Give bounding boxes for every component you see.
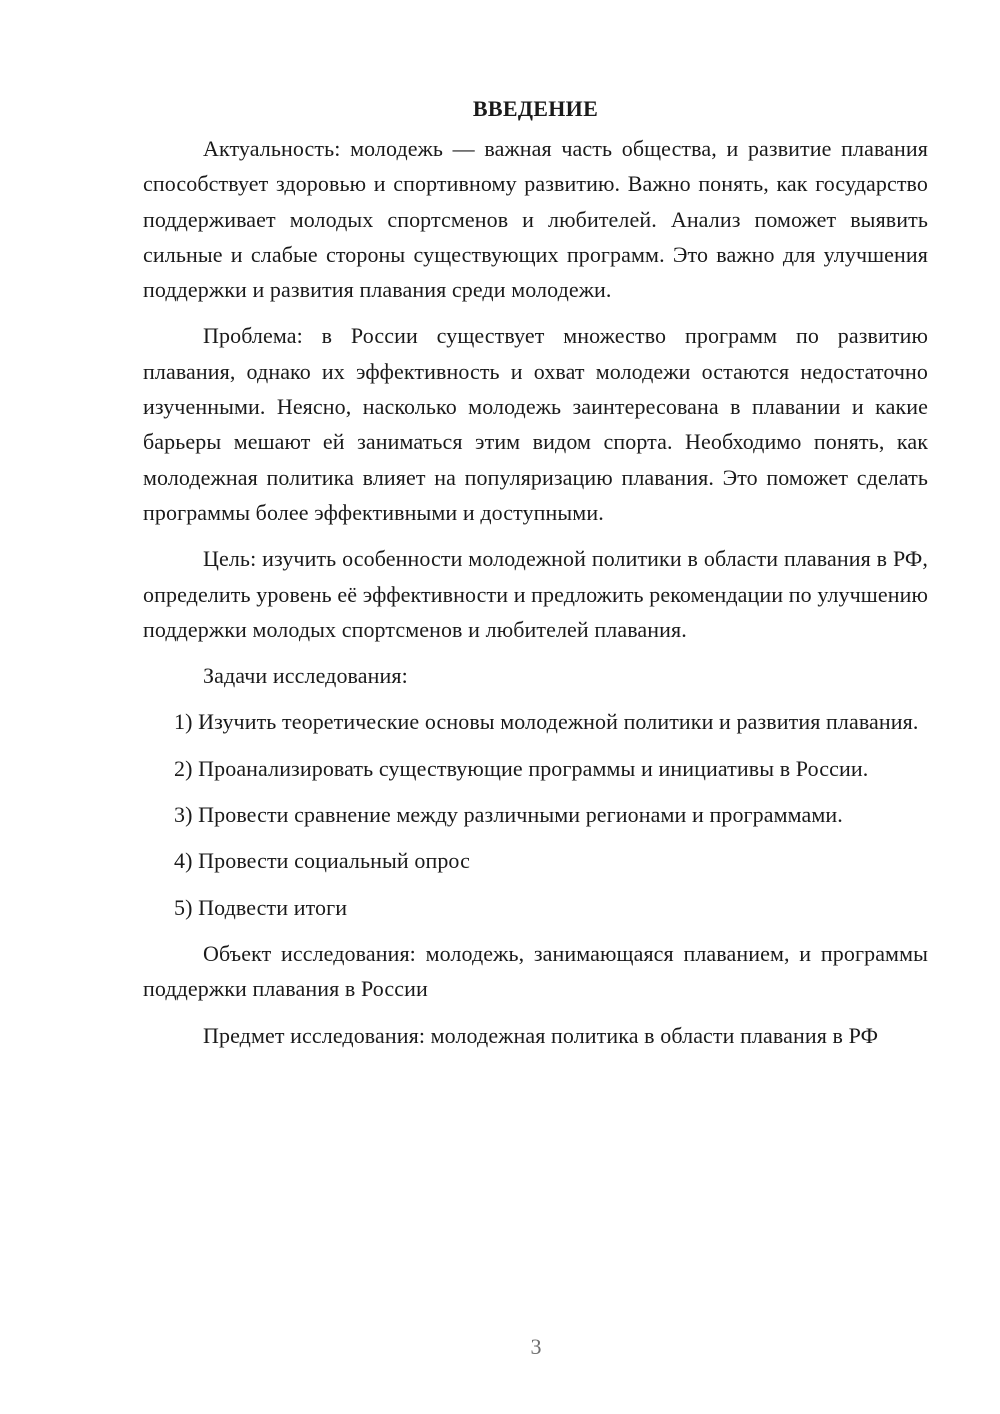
tasks-heading: Задачи исследования: <box>203 663 408 689</box>
task-item-5: 5) Подвести итоги <box>174 894 348 920</box>
subject-paragraph: Предмет исследования: молодежная политика в области плавания в РФ <box>203 1022 879 1048</box>
task-item-2: 2) Проанализировать существующие программы и инициативы в России. <box>174 755 869 781</box>
task-item-1: 1) Изучить теоретические основы молодежной политики и развития плавания. <box>174 709 919 735</box>
task-item-3: 3) Провести сравнение между различными регионами и программами. <box>174 802 843 828</box>
page-content <box>143 91 928 1064</box>
section-title: ВВЕДЕНИЕ <box>472 96 599 121</box>
page-number: 3 <box>530 1334 542 1359</box>
goal-paragraph: Цель: изучить особенности молодежной политики в области плавания в РФ, определить уровень её эффективности и предложить рекомендации по улучшению поддержки молодых спортсменов и любителей плавания. <box>143 546 928 642</box>
relevance-paragraph: Актуальность: молодежь — важная часть общества, и развитие плавания способствует здоровью и спортивному развитию. Важно понять, как государство поддерживает молодых спортсменов и любителей. Анализ поможет выявить сильные и слабые стороны существующих программ. Это важно для улучшения поддержки и развития плавания среди молодежи. <box>143 136 928 303</box>
object-paragraph: Объект исследования: молодежь, занимающаяся плаванием, и программы поддержки плавания в России <box>143 940 928 1002</box>
task-item-4: 4) Провести социальный опрос <box>174 848 470 874</box>
problem-paragraph: Проблема: в России существует множество программ по развитию плавания, однако их эффективность и охват молодежи остаются недостаточно изученными. Неясно, насколько молодежь заинтересована в плавании и какие барьеры мешают ей заниматься этим видом спорта. Необходимо понять, как молодежная политика влияет на популяризацию плавания. Это поможет сделать программы более эффективными и доступными. <box>143 323 928 525</box>
